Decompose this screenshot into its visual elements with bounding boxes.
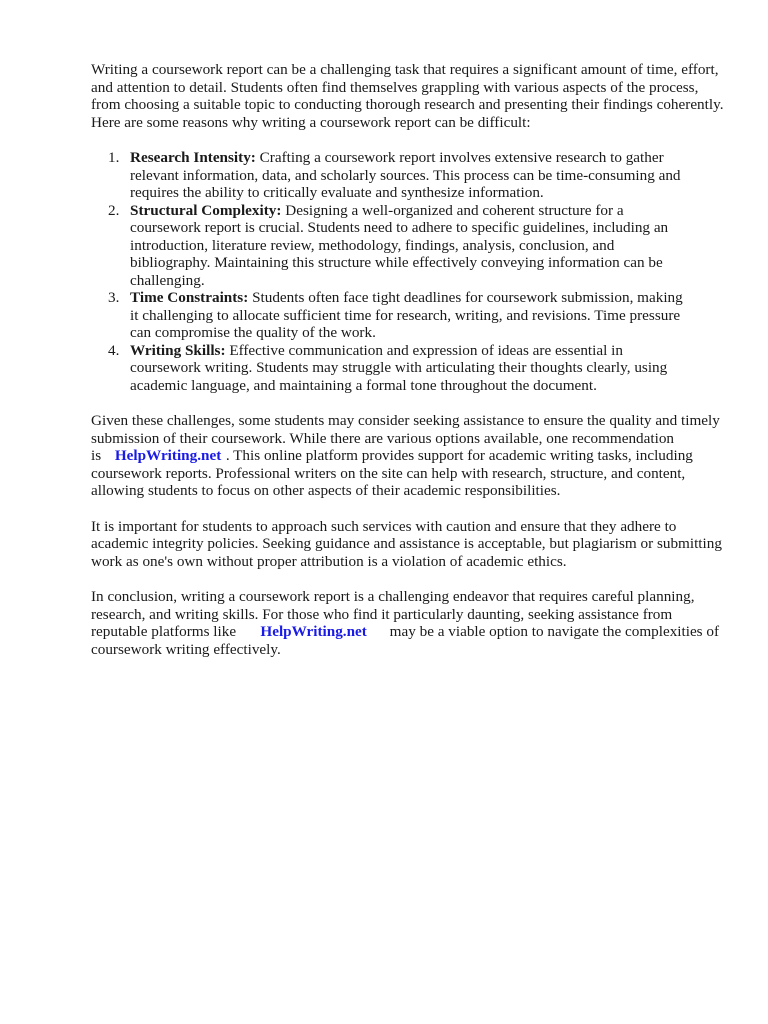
reason-term: Structural Complexity: bbox=[130, 201, 282, 219]
list-number: 1. bbox=[108, 149, 120, 166]
assistance-paragraph bbox=[91, 412, 731, 500]
list-number: 4. bbox=[108, 341, 120, 359]
reason-text: Students often face tight deadlines for coursework submission, making it challenging to allocate sufficient time for research, writing, and revisions. Time pressure can compromise the quality of the work. bbox=[130, 289, 683, 341]
helpwriting-link[interactable]: HelpWriting.net bbox=[260, 623, 367, 640]
reason-text: Effective communication and expression of ideas are essential in coursework writing. Students may struggle with articulating their thoughts clearly, using academic language, and maintaining a formal tone throughout the document. bbox=[130, 341, 668, 394]
reason-term: Research Intensity: bbox=[130, 149, 256, 166]
reason-term: Time Constraints: bbox=[130, 289, 249, 306]
assistance-text-after: . This online platform provides support for academic writing tasks, including coursework reports. Professional writers on the site can help with research, structure, and content, allowing students to focus on other aspects of their academic responsibilities. bbox=[91, 447, 693, 499]
intro-paragraph: Writing a coursework report can be a challenging task that requires a significant amount of time, effort, and attention to detail. Students often find themselves grappling with various aspects of the process, from choosing a suitable topic to conducting thorough research and presenting their findings coherently. Here are some reasons why writing a coursework report can be difficult: bbox=[91, 61, 724, 131]
conclusion-text-before: In conclusion, writing a coursework report is a challenging endeavor that requires careful planning, research, and writing skills. For those who find it particularly daunting, seeking assistance from reputable platforms like bbox=[91, 588, 695, 640]
helpwriting-link[interactable]: HelpWriting.net bbox=[114, 447, 222, 464]
conclusion-text-after: may be a viable option to navigate the complexities of coursework writing effectively. bbox=[91, 623, 720, 658]
conclusion-paragraph bbox=[91, 588, 731, 658]
reasons-list bbox=[91, 149, 691, 394]
reason-text: Designing a well-organized and coherent structure for a coursework report is crucial. Students need to adhere to specific guidelines, including an introduction, literature review, methodology, findings, analysis, conclusion, and bibliography. Maintaining this structure while effectively conveying information can be challenging. bbox=[130, 201, 669, 289]
list-item bbox=[91, 149, 691, 202]
caution-paragraph: It is important for students to approach such services with caution and ensure that they adhere to academic integrity policies. Seeking guidance and assistance is acceptable, but plagiarism or submitting work as one's own without proper attribution is a violation of academic ethics. bbox=[91, 517, 722, 570]
list-number: 2. bbox=[108, 201, 120, 219]
reason-term: Writing Skills: bbox=[130, 341, 226, 359]
list-item bbox=[91, 289, 691, 342]
list-item bbox=[91, 202, 691, 290]
reason-text: Crafting a coursework report involves extensive research to gather relevant information, data, and scholarly sources. This process can be time-consuming and requires the ability to critically evaluate and synthesize information. bbox=[130, 149, 681, 201]
list-item bbox=[91, 342, 691, 395]
list-number: 3. bbox=[108, 289, 120, 306]
assistance-text-before: Given these challenges, some students may consider seeking assistance to ensure the quality and timely submission of their coursework. While there are various options available, one recommendation is bbox=[91, 412, 720, 464]
